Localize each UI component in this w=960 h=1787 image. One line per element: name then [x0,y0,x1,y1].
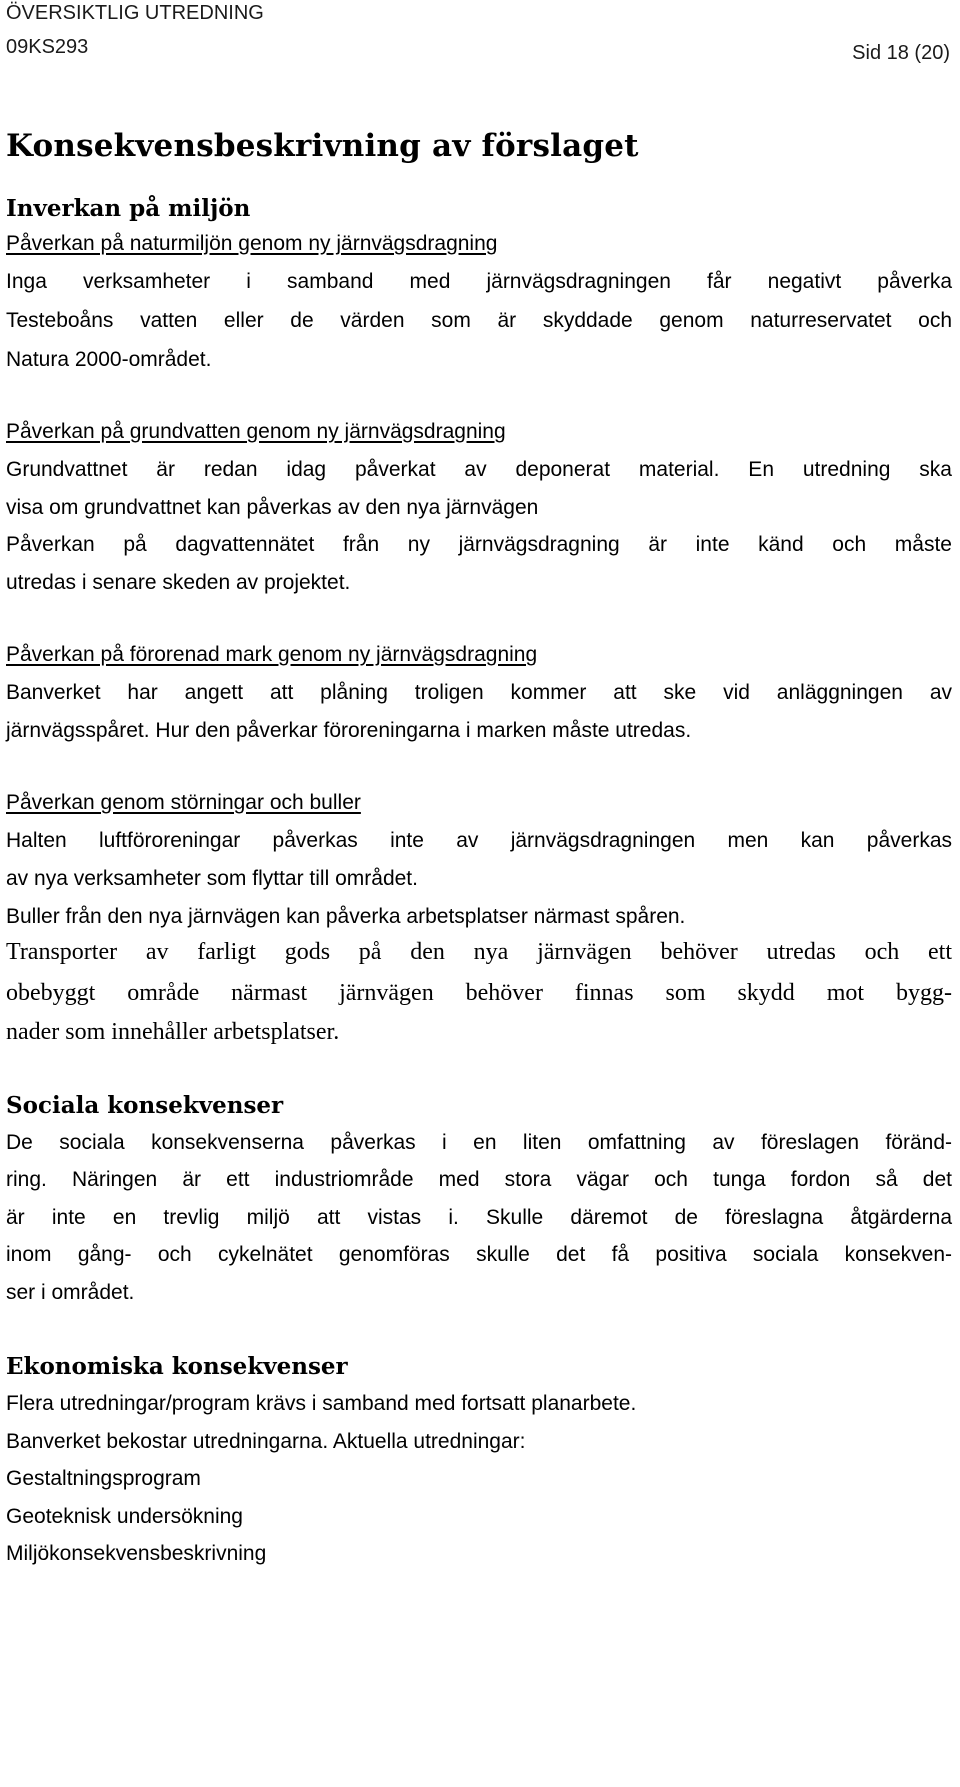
paragraph-line: Transporter av farligt gods på den nya järnvägen behöver utredas och ett [6,939,952,965]
subheading-grundvatten: Påverkan på grundvatten genom ny järnvägsdragning [6,420,506,443]
paragraph-line: av nya verksamheter som flyttar till området. [6,867,418,890]
list-item: Miljökonsekvensbeskrivning [6,1542,267,1565]
page-title: Konsekvensbeskrivning av förslaget [6,128,639,164]
paragraph-line: Flera utredningar/program krävs i samband med fortsatt planarbete. [6,1392,637,1415]
paragraph-line: Testeboåns vatten eller de värden som är skyddade genom naturreservatet och [6,309,952,332]
paragraph-line: Grundvattnet är redan idag påverkat av deponerat material. En utredning ska [6,458,952,481]
paragraph-line: ser i området. [6,1281,135,1304]
section-heading-sociala: Sociala konsekvenser [6,1092,284,1119]
paragraph-line: utredas i senare skeden av projektet. [6,571,351,594]
subheading-storningar-buller: Påverkan genom störningar och buller [6,791,361,814]
paragraph-line: Natura 2000-området. [6,348,212,371]
list-item: Geoteknisk undersökning [6,1505,243,1528]
document-id: 09KS293 [6,36,89,58]
paragraph-line: obebyggt område närmast järnvägen behöver finnas som skydd mot bygg- [6,980,952,1006]
paragraph-line: järnvägsspåret. Hur den påverkar föroreningarna i marken måste utredas. [6,719,692,742]
report-type-label: ÖVERSIKTLIG UTREDNING [6,2,264,24]
paragraph-line: Halten luftföroreningar påverkas inte av järnvägsdragningen men kan påverkas [6,829,952,852]
subheading-fororenad-mark: Påverkan på förorenad mark genom ny järnvägsdragning [6,643,538,666]
paragraph-line: är inte en trevlig miljö att vistas i. Skulle däremot de föreslagna åtgärderna [6,1206,952,1229]
paragraph-line: Banverket har angett att plåning troligen kommer att ske vid anläggningen av [6,681,952,704]
paragraph-line: ring. Näringen är ett industriområde med stora vägar och tunga fordon så det [6,1168,952,1191]
paragraph-line: inom gång- och cykelnätet genomföras skulle det få positiva sociala konsekven- [6,1243,952,1266]
paragraph-line: Banverket bekostar utredningarna. Aktuella utredningar: [6,1430,526,1453]
paragraph-line: De sociala konsekvenserna påverkas i en liten omfattning av föreslagen föränd- [6,1131,952,1154]
section-heading-miljo: Inverkan på miljön [6,195,251,222]
list-item: Gestaltningsprogram [6,1467,201,1490]
section-heading-ekonomiska: Ekonomiska konsekvenser [6,1353,348,1380]
paragraph-line: visa om grundvattnet kan påverkas av den nya järnvägen [6,496,539,519]
page-number: Sid 18 (20) [852,42,950,64]
paragraph-line: Buller från den nya järnvägen kan påverka arbetsplatser närmast spåren. [6,905,686,928]
paragraph-line: Påverkan på dagvattennätet från ny järnvägsdragning är inte känd och måste [6,533,952,556]
paragraph-line: Inga verksamheter i samband med järnvägsdragningen får negativt påverka [6,270,952,293]
paragraph-line: nader som innehåller arbetsplatser. [6,1019,340,1045]
subheading-naturmiljo: Påverkan på naturmiljön genom ny järnvägsdragning [6,232,498,255]
